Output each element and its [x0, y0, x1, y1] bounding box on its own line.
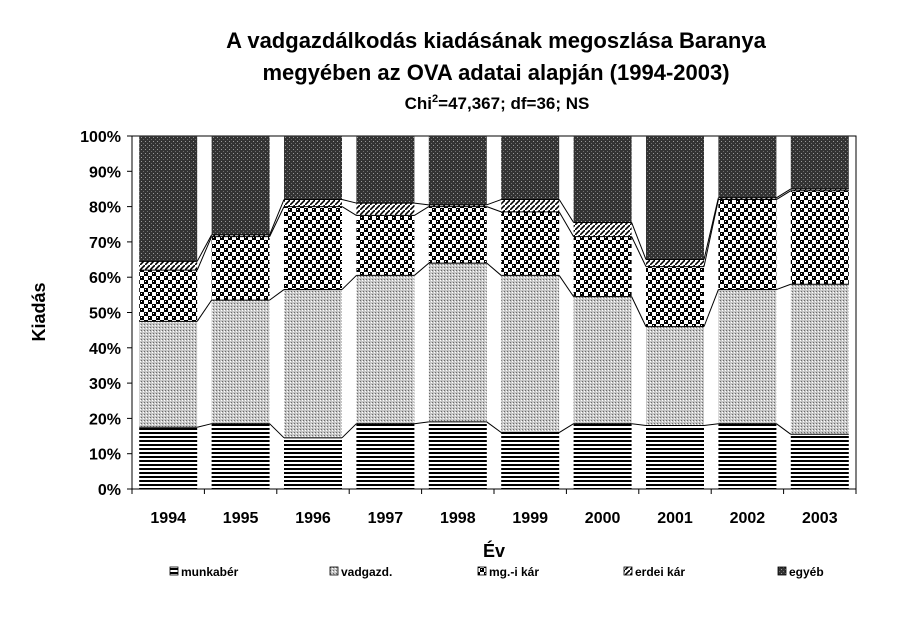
bar-segment-3 — [718, 200, 776, 290]
bar-segment-5 — [646, 136, 704, 260]
bar-segment-2 — [646, 327, 704, 426]
bar-segment-1 — [356, 424, 414, 489]
bar-segment-5 — [429, 136, 487, 205]
x-tick-label: 2003 — [802, 510, 838, 527]
y-tick-label: 30% — [88, 376, 121, 394]
bar-segment-5 — [139, 136, 197, 261]
bar-segment-5 — [574, 136, 632, 222]
x-tick-label: 2002 — [729, 510, 766, 527]
chart-title-line2: megyében az OVA adatai alapján (1994-2003) — [262, 60, 730, 85]
y-tick-label: 80% — [88, 199, 121, 217]
x-tick-label: 1995 — [222, 510, 259, 527]
bar-segment-3 — [356, 215, 414, 275]
bar-segment-2 — [501, 275, 559, 432]
bar-segment-2 — [791, 284, 849, 434]
bar-segment-2 — [429, 263, 487, 422]
legend — [170, 565, 824, 579]
bar-segment-2 — [718, 290, 776, 424]
bar-segment-2 — [574, 297, 632, 424]
x-tick-label: 1998 — [440, 510, 476, 527]
bar-segment-4 — [356, 203, 414, 215]
chart-subtitle-superscript: 2 — [432, 93, 439, 105]
x-axis — [132, 489, 856, 527]
bar-segment-2 — [212, 300, 270, 424]
chart-subtitle-rest: =47,367; df=36; NS — [438, 94, 590, 113]
bar-segment-1 — [574, 424, 632, 489]
bar-segment-1 — [284, 438, 342, 489]
bar-segment-1 — [501, 433, 559, 489]
bar-segment-1 — [212, 424, 270, 489]
legend-label: egyéb — [789, 565, 824, 579]
bar-segment-3 — [501, 212, 559, 276]
x-axis-title: Év — [482, 541, 506, 561]
legend-swatch — [478, 567, 486, 575]
y-tick-label: 20% — [88, 411, 121, 429]
bar-segment-5 — [718, 136, 776, 198]
x-tick-label: 1994 — [150, 510, 186, 527]
y-axis — [80, 129, 132, 499]
legend-label: vadgazd. — [341, 565, 393, 579]
bar-segment-3 — [791, 191, 849, 285]
legend-label: mg.-i kár — [489, 565, 540, 579]
bar-segment-5 — [791, 136, 849, 189]
legend-label: erdei kár — [635, 565, 686, 579]
bar-segment-4 — [646, 260, 704, 267]
x-tick-label: 1997 — [367, 510, 404, 527]
legend-swatch — [170, 567, 178, 575]
legend-swatch — [330, 567, 338, 575]
bar-segment-5 — [501, 136, 559, 200]
bar-segment-5 — [356, 136, 414, 203]
bar-segment-3 — [646, 267, 704, 327]
chart-title-line1: A vadgazdálkodás kiadásának megoszlása Baranya — [226, 28, 766, 53]
y-tick-label: 60% — [88, 270, 121, 288]
bar-segment-1 — [718, 424, 776, 489]
y-axis-title: Kiadás — [29, 282, 49, 342]
bar-segment-4 — [574, 222, 632, 236]
y-tick-label: 40% — [88, 340, 121, 358]
x-tick-label: 2000 — [584, 510, 621, 527]
y-tick-label: 70% — [88, 234, 121, 252]
bar-segment-3 — [574, 237, 632, 297]
x-tick-label: 1996 — [295, 510, 331, 527]
bar-segment-3 — [284, 207, 342, 290]
bar-segment-3 — [212, 237, 270, 301]
bar-segment-5 — [284, 136, 342, 200]
bar-segment-2 — [284, 290, 342, 438]
bar-segment-3 — [139, 270, 197, 321]
bar-segment-2 — [139, 321, 197, 427]
y-tick-label: 10% — [88, 446, 121, 464]
y-tick-label: 0% — [97, 482, 121, 499]
bar-segment-4 — [284, 200, 342, 207]
bar-segment-1 — [791, 434, 849, 489]
bar-segment-2 — [356, 275, 414, 423]
bar-segment-3 — [429, 207, 487, 263]
bar-segment-1 — [429, 422, 487, 489]
y-tick-label: 90% — [88, 164, 121, 182]
legend-swatch — [624, 567, 632, 575]
x-tick-label: 2001 — [657, 510, 693, 527]
bar-segment-1 — [646, 425, 704, 489]
y-tick-label: 100% — [80, 129, 121, 146]
y-tick-label: 50% — [88, 305, 121, 323]
legend-swatch — [778, 567, 786, 575]
bar-segment-1 — [139, 427, 197, 489]
bar-segment-4 — [501, 200, 559, 212]
bar-segment-4 — [139, 261, 197, 270]
bar-segment-5 — [212, 136, 270, 235]
legend-label: munkabér — [181, 565, 239, 579]
chart-subtitle — [405, 93, 590, 113]
x-tick-label: 1999 — [512, 510, 548, 527]
chart-subtitle-prefix: Chi — [404, 94, 433, 113]
